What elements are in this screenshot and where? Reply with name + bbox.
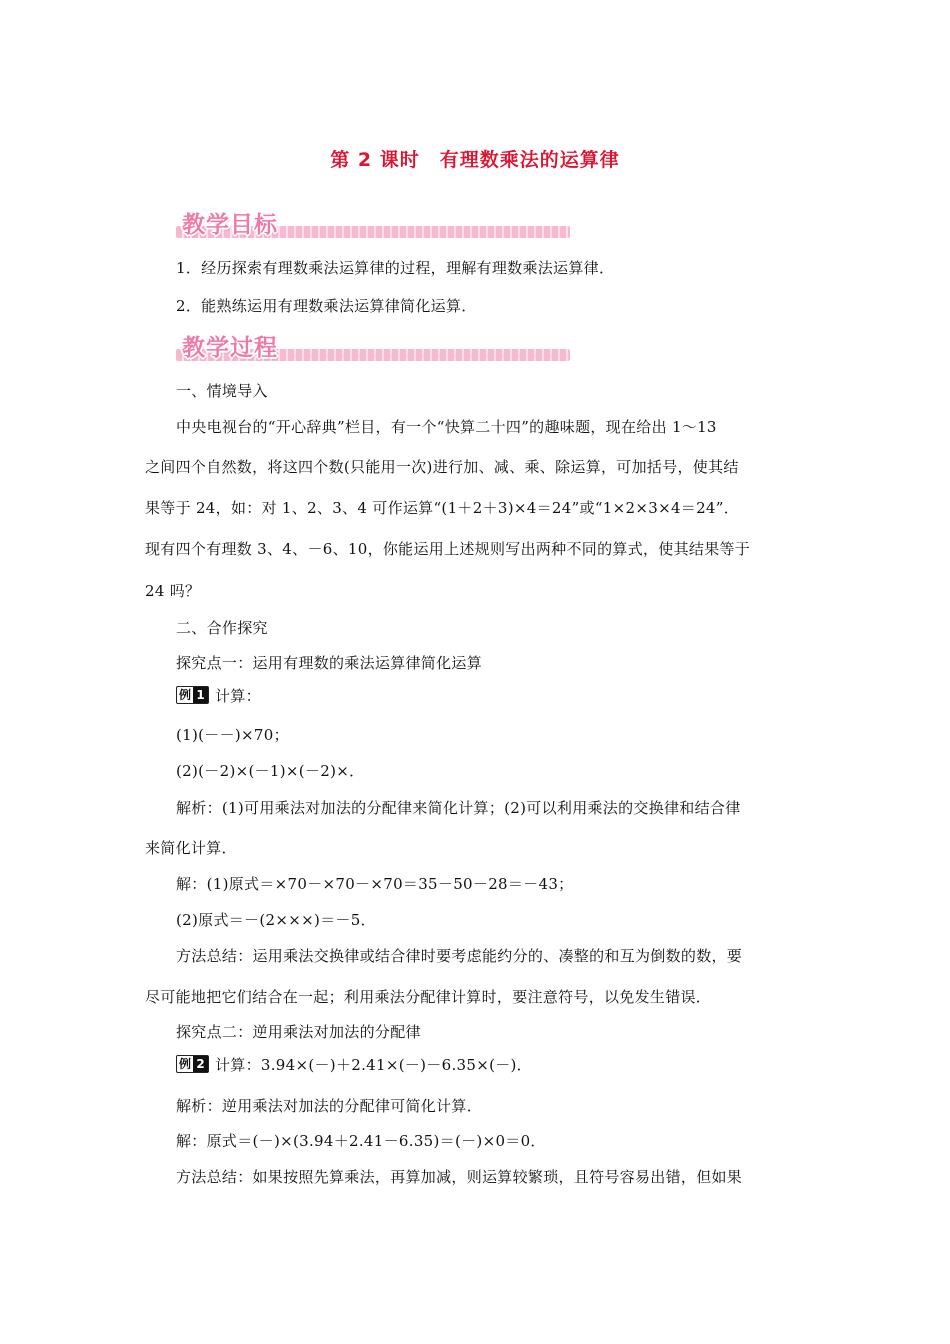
badge-number: 2	[193, 1056, 208, 1072]
example-1-solution-1: 解：(1)原式＝×70－×70－×70＝35－50－28＝－43；	[176, 875, 574, 893]
example-2-prompt-text: 计算：3.94×(－)＋2.41×(－)－6.35×(－)．	[214, 1056, 532, 1074]
intro-line-1: 中央电视台的“开心辞典”栏目，有一个“快算二十四”的趣味题，现在给出 1～13	[176, 418, 717, 436]
section-banner-goals	[176, 206, 570, 240]
example-1-prompt-text: 计算：	[214, 687, 261, 705]
badge-text: 例	[179, 1057, 192, 1071]
section-label-goals: 教学目标	[182, 212, 278, 238]
explore-point-1: 探究点一：运用有理数的乘法运算律简化运算	[176, 654, 483, 672]
intro-line-3: 果等于 24，如：对 1、2、3、4 可作运算“(1＋2＋3)×4＝24”或“1×2×3×4＝24”．	[145, 499, 740, 517]
heading-explore: 二、合作探究	[176, 619, 268, 637]
example-1-summary-2: 尽可能地把它们结合在一起；利用乘法分配律计算时，要注意符号，以免发生错误．	[145, 988, 712, 1006]
example-2-analysis: 解析：逆用乘法对加法的分配律可简化计算．	[176, 1097, 483, 1115]
example-1-solution-2: (2)原式＝－(2×××)＝－5．	[176, 911, 376, 929]
example-2-badge	[176, 1055, 209, 1073]
intro-line-4: 现有四个有理数 3、4、－6、10，你能运用上述规则写出两种不同的算式，使其结果等于	[145, 540, 751, 558]
example-1-analysis-2: 来简化计算．	[145, 839, 237, 857]
section-banner-process	[176, 329, 570, 363]
explore-point-2: 探究点二：逆用乘法对加法的分配律	[176, 1023, 421, 1041]
example-2-summary-1: 方法总结：如果按照先算乘法，再算加减，则运算较繁琐，且符号容易出错，但如果	[176, 1168, 743, 1186]
goal-item-1: 1．经历探索有理数乘法运算律的过程，理解有理数乘法运算律．	[176, 259, 615, 277]
example-1-prompt	[176, 685, 261, 707]
intro-line-2: 之间四个自然数，将这四个数(只能用一次)进行加、减、乘、除运算，可加括号，使其结	[145, 458, 739, 476]
badge-number: 1	[193, 687, 208, 703]
badge-text: 例	[179, 688, 192, 702]
lesson-title: 第 2 课时 有理数乘法的运算律	[330, 149, 620, 171]
example-1-analysis-1: 解析：(1)可用乘法对加法的分配律来简化计算；(2)可以利用乘法的交换律和结合律	[176, 799, 741, 817]
goal-item-2: 2．能熟练运用有理数乘法运算律简化运算．	[176, 297, 477, 315]
example-1-badge	[176, 686, 209, 704]
example-2-prompt	[176, 1054, 532, 1076]
example-2-solution: 解：原式＝(－)×(3.94＋2.41－6.35)＝(－)×0＝0．	[176, 1132, 546, 1150]
example-1-question-2: (2)(－2)×(－1)×(－2)×．	[176, 762, 365, 780]
heading-intro: 一、情境导入	[176, 382, 268, 400]
example-1-question-1: (1)(－－)×70；	[176, 726, 289, 744]
intro-line-5: 24 吗？	[145, 582, 201, 600]
example-1-summary-1: 方法总结：运用乘法交换律或结合律时要考虑能约分的、凑整的和互为倒数的数，要	[176, 947, 743, 965]
section-label-process: 教学过程	[182, 335, 278, 361]
